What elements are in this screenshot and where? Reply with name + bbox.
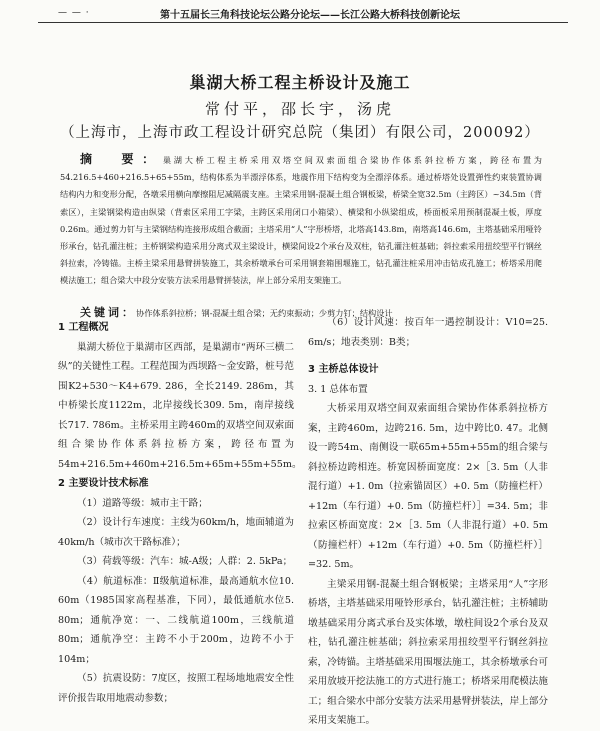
- section-1-heading: 1 工程概况: [58, 322, 109, 333]
- right-column: [308, 313, 548, 731]
- standard-item: （6）设计风速：按百年一遇控制设计：V10=25. 6m/s；地表类别：B类；: [308, 317, 548, 348]
- left-column: [58, 318, 302, 708]
- standard-item: （2）设计行车速度：主线为60km/h，地面辅道为40km/h（城市次干路标准）；: [58, 517, 294, 548]
- section-3-1-paragraph-2: 主梁采用钢-混凝土组合钢板梁；主塔采用“人”字形桥塔，主塔基础采用哑铃形承台，钻孔灌注桩；主桥辅助墩基础采用分离式承台及实体墩，墩柱间设2个承台及双柱，钻孔灌注桩基础；斜拉索采用扭绞型平行钢丝斜拉索，冷铸锚。主塔基础采用围堰法施工，其余桥墩承台可采用放坡开挖法施工的方式进行施工；桥塔采用爬模法施工；组合梁水中部分安装方法采用悬臂拼装法，岸上部分采用支架施工。: [308, 578, 548, 726]
- standard-item: （1）道路等级：城市主干路；: [77, 497, 208, 509]
- standard-item: （4）航道标准：Ⅱ级航道标准，最高通航水位10. 60m（1985国家高程基准，下同），最低通航水位5. 80m；通航净宽：一、二线航道100m，三线航道80m；通航净空：主跨不小于200m，边跨不小于104m；: [58, 575, 294, 665]
- standard-item: （3）荷载等级：汽车：城-A级；人群：2. 5kPa；: [77, 556, 293, 567]
- paper-affiliation: （上海市，上海市政工程设计研究总院（集团）有限公司，200092）: [60, 125, 540, 141]
- abstract-label: 摘 要：: [80, 152, 163, 166]
- paper-title: 巢湖大桥工程主桥设计及施工: [189, 73, 411, 92]
- running-title: 第十五届长三角科技论坛公路分论坛——长江公路大桥科技创新论坛: [160, 10, 460, 21]
- abstract: [60, 151, 542, 290]
- section-3-heading: 3 主桥总体设计: [308, 364, 379, 375]
- keywords-label: 关键词：: [80, 306, 136, 319]
- section-2-heading: 2 主要设计技术标准: [58, 478, 149, 489]
- keywords-text: 协作体系斜拉桥；钢-混凝土组合梁；无约束振动；少剪力钉；结构设计: [136, 308, 393, 318]
- section-1-paragraph: 巢湖大桥位于巢湖市区西部，是巢湖市“两环三横二纵”的关键性工程。工程范围为西坝路～金安路，桩号范围K2+530～K4+679. 286，全长2149. 286m，其中桥梁长度1122m，北岸接线长309. 5m，南岸接线长717. 786m。主桥采用主跨460m的双塔空间双索面组合梁协作体系斜拉桥方案，跨径布置为54m+216.5m+460m+216.5m+65m+55m+55m。: [58, 341, 302, 470]
- abstract-text: 巢湖大桥工程主桥采用双塔空间双索面组合梁协作体系斜拉桥方案，跨径布置为54.216.5+460+216.5+65+55m，结构体系为半漂浮体系，地震作用下结构变为全漂浮体系。通过桥塔处设置弹性约束装置协调结构内力和变形分配，各墩采用横向摩擦阻尼减隔震支座。主梁采用钢-混凝土组合钢板梁，桥梁全宽32.5m（主跨区）~34.5m（背索区），主梁钢梁构造由纵梁（背索区采用工字梁，主跨区采用闭口小箱梁）、横梁和小纵梁组成，桥面板采用预制混凝土板，厚度0.26m。通过剪力钉与主梁钢结构连接形成组合截面；主塔采用“人”字形桥塔，北塔高143.8m，南塔高146.6m，主塔基础采用哑铃形承台，钻孔灌注桩；主桥钢梁构造采用分离式双主梁设计，横梁间设2个承台及双柱，钻孔灌注桩基础；斜拉索采用扭绞型平行钢丝斜拉索，冷铸锚。主桥主梁采用悬臂拼装施工，其余桥墩承台可采用钢套箱围堰施工，钻孔灌注桩采用冲击钻成孔施工；桥塔采用爬模法施工；组合梁大中段分安装方法采用悬臂拼装法，岸上部分采用支架施工。: [60, 155, 542, 286]
- standard-item: （5）抗震设防：7度区，按照工程场地地震安全性评价报告取用地震动参数；: [58, 673, 294, 704]
- paper-authors: 常付平，邵长宇，汤虎: [204, 100, 395, 118]
- section-3-1-paragraph: 大桥采用双塔空间双索面组合梁协作体系斜拉桥方案，主跨460m，边跨216. 5m，边中跨比0. 47。北侧设一跨54m、南侧设一联65m+55m+55m的组合梁与斜拉桥边跨相连。桥宽因桥面宽度：2×［3. 5m（人非混行道）+1. 0m（拉索锚固区）+0. 5m（防撞栏杆）+12m（车行道）+0. 5m（防撞栏杆）］=34. 5m；非拉索区桥面宽度：2×［3. 5m（人非混行道）+0. 5m（防撞栏杆）+12m（车行道）+0. 5m（防撞栏杆）］=32. 5m。: [308, 403, 548, 570]
- section-3-1-heading: 3. 1 总体布置: [308, 383, 368, 395]
- header-rule: [38, 22, 568, 23]
- header-mark: — — ·: [58, 8, 90, 18]
